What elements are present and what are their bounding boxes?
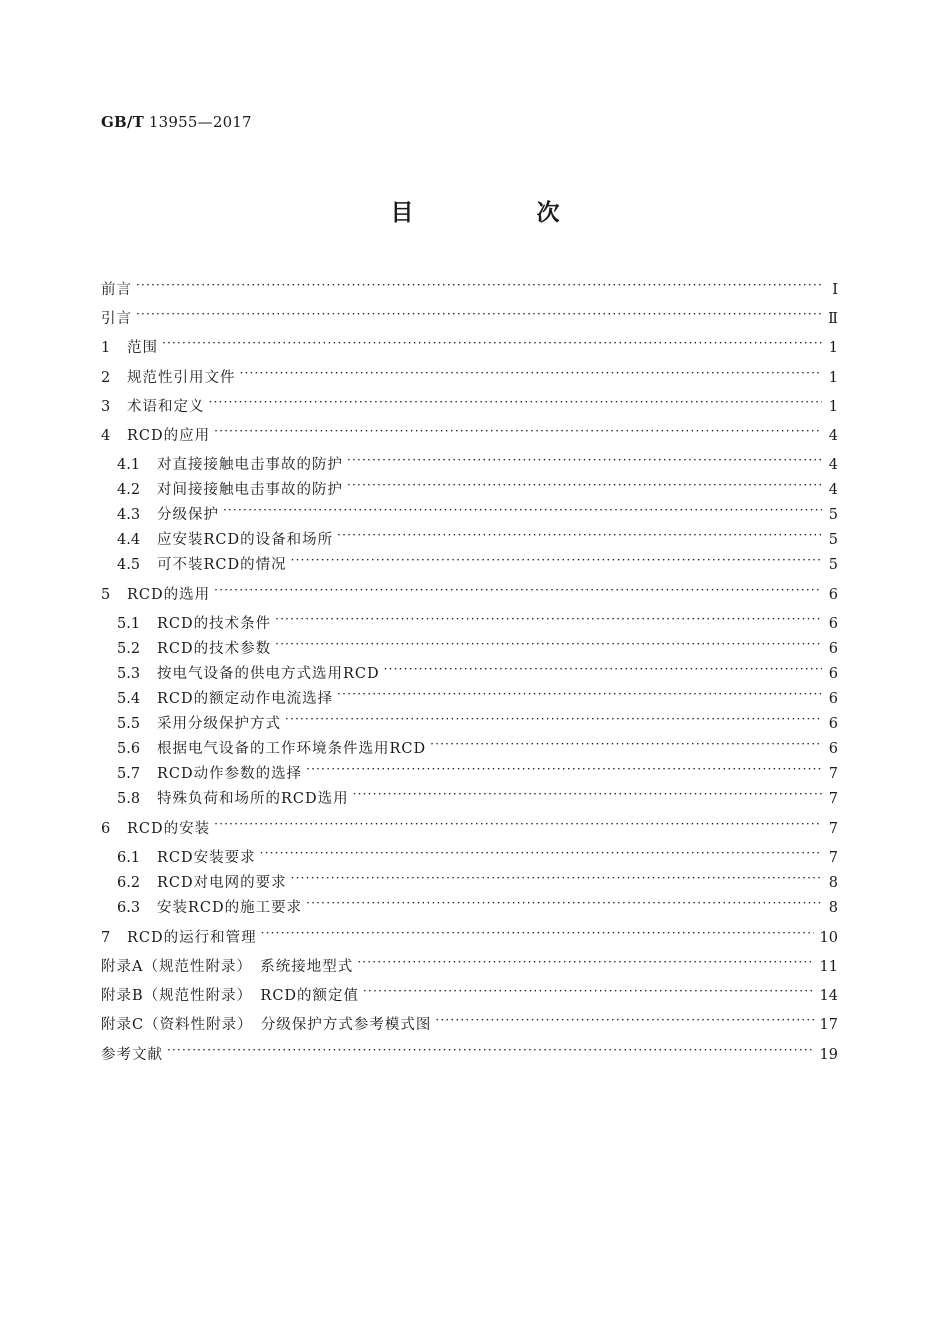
toc-page-number: 7 <box>828 850 838 866</box>
toc-page-number: 6 <box>828 587 838 603</box>
toc-label: 对间接接触电击事故的防护 <box>157 482 343 498</box>
toc-page-number: 7 <box>828 821 838 837</box>
toc-page-number: 4 <box>828 482 838 498</box>
toc-label: 安装RCD的施工要求 <box>157 900 303 916</box>
toc-number: 4.2 <box>117 482 141 498</box>
toc-label: 范围 <box>127 340 158 356</box>
toc-number: 5.1 <box>117 616 141 632</box>
toc-label: 附录C（资料性附录） 分级保护方式参考模式图 <box>101 1017 432 1033</box>
toc-leader-dots <box>167 1041 814 1059</box>
toc-page-number: 6 <box>828 666 838 682</box>
toc-page-number: 5 <box>828 507 838 523</box>
toc-label: RCD的应用 <box>127 428 211 444</box>
toc-page-number: 1 <box>828 399 838 415</box>
toc-leader-dots <box>136 305 822 323</box>
toc-page-number: 6 <box>828 741 838 757</box>
toc-page-number: 5 <box>828 532 838 548</box>
toc-entry-annex-a[interactable] <box>101 953 838 976</box>
standard-number: 13955—2017 <box>148 113 252 131</box>
toc-label: 附录A（规范性附录） 系统接地型式 <box>101 959 354 975</box>
page-title: 目 次 <box>390 199 610 226</box>
page-header <box>101 113 252 131</box>
toc-entry-6-2[interactable] <box>117 869 838 892</box>
toc-page-number: 4 <box>828 457 838 473</box>
toc-leader-dots <box>240 364 823 382</box>
toc-leader-dots <box>275 610 822 628</box>
toc-page-number: 7 <box>828 791 838 807</box>
toc-label: RCD动作参数的选择 <box>157 766 303 782</box>
toc-label: 特殊负荷和场所的RCD选用 <box>157 791 349 807</box>
standard-code: GB/T <box>101 113 144 131</box>
toc-leader-dots <box>435 1011 813 1029</box>
toc-number: 5.4 <box>117 691 141 707</box>
toc-page-number: 11 <box>819 959 838 975</box>
toc-entry-6[interactable] <box>101 815 838 838</box>
toc-entry-foreword[interactable] <box>101 276 838 299</box>
toc-leader-dots <box>214 581 822 599</box>
toc-number: 6 <box>101 821 111 837</box>
toc-label: RCD的安装 <box>127 821 211 837</box>
toc-entry-4-3[interactable] <box>117 501 838 524</box>
toc-page-number: 1 <box>828 370 838 386</box>
toc-page-number: 6 <box>828 616 838 632</box>
toc-label: 可不装RCD的情况 <box>157 557 287 573</box>
toc-page-number: 7 <box>828 766 838 782</box>
toc-leader-dots <box>353 785 822 803</box>
toc-leader-dots <box>430 735 822 753</box>
toc-leader-dots <box>261 924 814 942</box>
toc-number: 5.2 <box>117 641 141 657</box>
toc-entry-5-6[interactable] <box>117 735 838 758</box>
toc-page-number: 5 <box>828 557 838 573</box>
toc-number: 5 <box>101 587 111 603</box>
toc-number: 4.5 <box>117 557 141 573</box>
toc-entry-annex-c[interactable] <box>101 1011 838 1034</box>
toc-entry-7[interactable] <box>101 924 838 947</box>
toc-entry-4-5[interactable] <box>117 551 838 574</box>
toc-entry-4-1[interactable] <box>117 451 838 474</box>
toc-entry-6-1[interactable] <box>117 844 838 867</box>
toc-label: 术语和定义 <box>127 399 205 415</box>
toc-number: 1 <box>101 340 111 356</box>
toc-entry-5-2[interactable] <box>117 635 838 658</box>
toc-page-number: 17 <box>819 1017 838 1033</box>
toc-label: 参考文献 <box>101 1047 163 1063</box>
toc-label: 分级保护 <box>157 507 219 523</box>
toc-leader-dots <box>363 982 814 1000</box>
toc-entry-2[interactable] <box>101 364 838 387</box>
toc-page-number: 19 <box>819 1047 838 1063</box>
toc-entry-bibliography[interactable] <box>101 1041 838 1064</box>
toc-entry-4-2[interactable] <box>117 476 838 499</box>
toc-number: 4.1 <box>117 457 141 473</box>
toc-leader-dots <box>275 635 822 653</box>
toc-leader-dots <box>347 451 822 469</box>
toc-entry-introduction[interactable] <box>101 305 838 328</box>
toc-label: RCD的技术条件 <box>157 616 272 632</box>
toc-number: 2 <box>101 370 111 386</box>
toc-label: 应安装RCD的设备和场所 <box>157 532 334 548</box>
toc-entry-4-4[interactable] <box>117 526 838 549</box>
toc-label: RCD的额定动作电流选择 <box>157 691 334 707</box>
toc-number: 6.1 <box>117 850 141 866</box>
toc-entry-5-7[interactable] <box>117 760 838 783</box>
toc-leader-dots <box>214 422 822 440</box>
toc-page-number: 6 <box>828 691 838 707</box>
toc-leader-dots <box>291 551 822 569</box>
toc-number: 5.8 <box>117 791 141 807</box>
toc-number: 3 <box>101 399 111 415</box>
toc-number: 4.3 <box>117 507 141 523</box>
toc-entry-4[interactable] <box>101 422 838 445</box>
toc-page-number: 1 <box>828 340 838 356</box>
toc-leader-dots <box>285 710 822 728</box>
toc-leader-dots <box>337 685 822 703</box>
toc-number: 4.4 <box>117 532 141 548</box>
toc-leader-dots <box>136 276 822 294</box>
toc-leader-dots <box>214 815 822 833</box>
toc-label: 根据电气设备的工作环境条件选用RCD <box>157 741 427 757</box>
toc-entry-1[interactable] <box>101 334 838 357</box>
toc-number: 5.3 <box>117 666 141 682</box>
toc-leader-dots <box>357 953 813 971</box>
toc-label: 引言 <box>101 311 132 327</box>
toc-page-number: 6 <box>828 716 838 732</box>
toc-label: RCD的技术参数 <box>157 641 272 657</box>
toc-page-number: Ⅱ <box>828 311 838 327</box>
toc-entry-5-4[interactable] <box>117 685 838 708</box>
toc-label: 采用分级保护方式 <box>157 716 281 732</box>
toc-leader-dots <box>347 476 822 494</box>
toc-number: 5.6 <box>117 741 141 757</box>
toc-entry-5[interactable] <box>101 581 838 604</box>
toc-entry-6-3[interactable] <box>117 894 838 917</box>
toc-leader-dots <box>162 334 822 352</box>
toc-number: 7 <box>101 930 111 946</box>
toc-entry-3[interactable] <box>101 393 838 416</box>
toc-label: RCD对电网的要求 <box>157 875 287 891</box>
toc-leader-dots <box>291 869 822 887</box>
toc-label: 附录B（规范性附录） RCD的额定值 <box>101 988 360 1004</box>
toc-entry-5-5[interactable] <box>117 710 838 733</box>
toc-number: 5.7 <box>117 766 141 782</box>
toc-leader-dots <box>306 760 822 778</box>
toc-page-number: 10 <box>819 930 838 946</box>
toc-label: RCD的运行和管理 <box>127 930 257 946</box>
toc-page-number: 4 <box>828 428 838 444</box>
toc-page-number: 6 <box>828 641 838 657</box>
toc-page-number: 8 <box>828 900 838 916</box>
toc-number: 4 <box>101 428 111 444</box>
toc-page-number: Ⅰ <box>832 282 838 298</box>
toc-leader-dots <box>209 393 823 411</box>
toc-number: 6.2 <box>117 875 141 891</box>
toc-label: 按电气设备的供电方式选用RCD <box>157 666 380 682</box>
toc-entry-5-1[interactable] <box>117 610 838 633</box>
toc-leader-dots <box>306 894 822 912</box>
toc-leader-dots <box>384 660 822 678</box>
toc-entry-annex-b[interactable] <box>101 982 838 1005</box>
toc-label: 规范性引用文件 <box>127 370 236 386</box>
toc-entry-5-8[interactable] <box>117 785 838 808</box>
toc-number: 6.3 <box>117 900 141 916</box>
toc-leader-dots <box>260 844 822 862</box>
toc-page-number: 8 <box>828 875 838 891</box>
toc-leader-dots <box>223 501 822 519</box>
toc-entry-5-3[interactable] <box>117 660 838 683</box>
toc-number: 5.5 <box>117 716 141 732</box>
toc-label: 对直接接触电击事故的防护 <box>157 457 343 473</box>
toc-label: RCD安装要求 <box>157 850 256 866</box>
toc-label: 前言 <box>101 282 132 298</box>
toc-label: RCD的选用 <box>127 587 211 603</box>
toc-leader-dots <box>337 526 822 544</box>
toc-page-number: 14 <box>819 988 838 1004</box>
